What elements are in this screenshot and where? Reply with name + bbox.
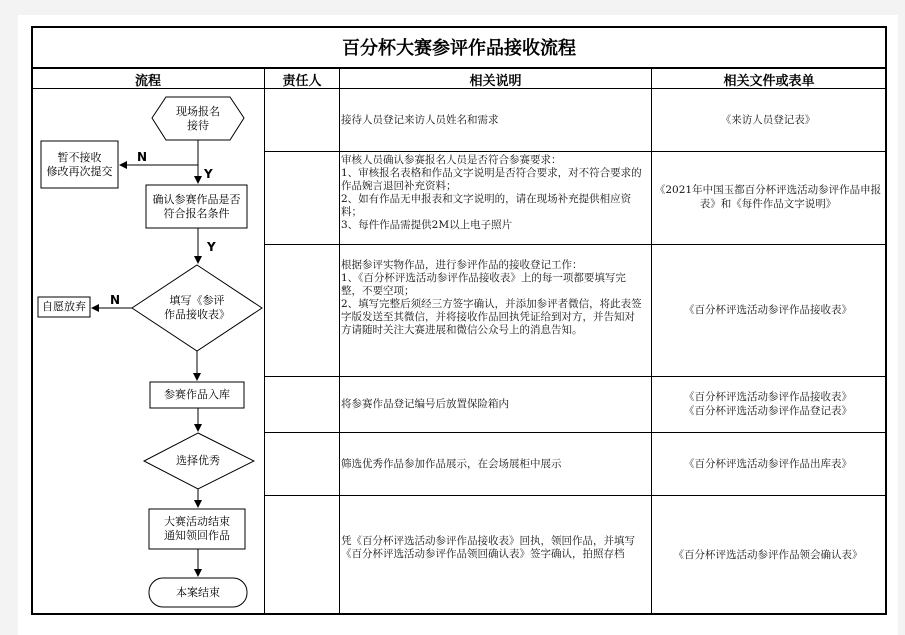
row-4-documents: 《百分杯评选活动参评作品接收表》 《百分杯评选活动参评作品登记表》: [684, 391, 852, 417]
row-1-description: 接待人员登记来访人员姓名和需求: [341, 114, 499, 126]
document-title: 百分杯大赛参评作品接收流程: [342, 38, 576, 59]
row-5-documents: 《百分杯评选活动参评作品出库表》: [684, 458, 852, 470]
end-notice-label: 大赛活动结束 通知领回作品: [164, 515, 230, 542]
row-6-documents: 《百分杯评选活动参评作品领会确认表》: [673, 549, 863, 561]
fill-form-label: 填写《参评 作品接收表》: [164, 294, 230, 321]
check-label: 确认参赛作品是否 符合报名条件: [152, 192, 241, 220]
row-6-description: 凭《百分杯评选活动参评作品接收表》回执，领回作品，并填写 《百分杯评选活动参评作品领回确认表》签字确认，拍照存档: [341, 535, 635, 560]
row-2-documents: 《2021年中国玉都百分杯评选活动参评作品申报表》和《每件作品文字说明》: [654, 184, 882, 210]
end-label: 本案结束: [176, 585, 220, 599]
row-5-description: 筛选优秀作品参加作品展示，在会场展柜中展示: [341, 458, 562, 470]
row-3-description: 根据参评实物作品，进行参评作品的接收登记工作： 1、《百分杯评选活动参评作品接收表》上的每一项都要填写完整，不要空项； 2、填写完整后须经三方签字确认，并添加参评者微信，将此表签字版发送至其微信，并将接收作品回执凭证给到对方，并告知对方请随时关注大赛进展和微信公众号上的消息告知。: [341, 259, 642, 336]
label-n-1: N: [137, 150, 148, 164]
header-documents: 相关文件或表单: [723, 73, 815, 89]
row-3-documents: 《百分杯评选活动参评作品接收表》: [684, 304, 852, 316]
header-owner: 责任人: [282, 73, 322, 89]
row-4-description: 将参赛作品登记编号后放置保险箱内: [341, 398, 509, 410]
row-2-description: 审核人员确认参赛报名人员是否符合参赛要求： 1、审核报名表格和作品文字说明是否符合要求，对不符合要求的作品婉言退回补充资料； 2、如有作品无申报表和文字说明的，请在现场补充提供相应资料； 3、每件作品需提供2M以上电子照片: [341, 154, 642, 231]
label-y-1: Y: [204, 167, 213, 181]
label-y-2: Y: [207, 240, 216, 254]
reject-label: 暂不接收 修改再次提交: [46, 150, 113, 178]
start-label: 现场报名 接待: [176, 104, 220, 132]
header-flow: 流程: [134, 73, 161, 89]
row-1-documents: 《来访人员登记表》: [720, 114, 816, 126]
select-label: 选择优秀: [176, 454, 220, 467]
give-up-label: 自愿放弃: [42, 300, 86, 313]
header-description: 相关说明: [469, 73, 522, 89]
store-label: 参赛作品入库: [164, 388, 230, 401]
label-n-2: N: [110, 293, 121, 307]
